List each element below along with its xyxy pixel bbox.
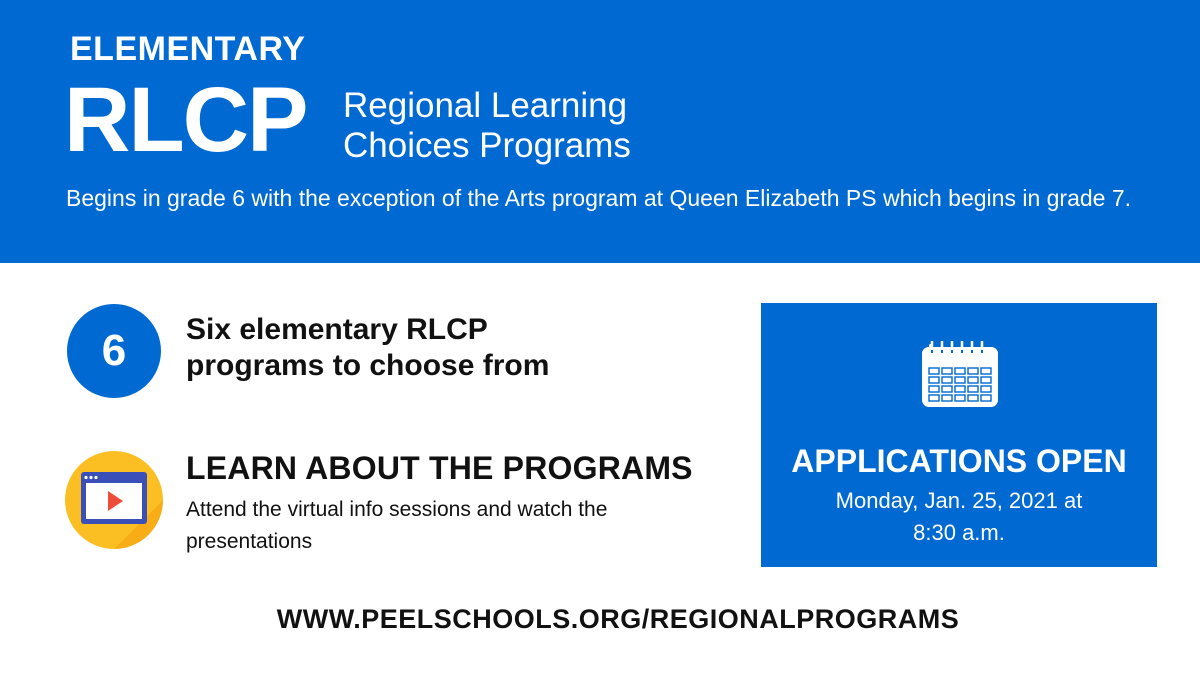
program-count-line-1: Six elementary RLCP <box>186 313 488 346</box>
website-url: WWW.PEELSCHOOLS.ORG/REGIONALPROGRAMS <box>276 604 960 634</box>
full-name-line-1: Regional Learning <box>343 86 628 125</box>
eyebrow-label: ELEMENTARY <box>70 30 306 68</box>
program-count-badge: 6 <box>67 304 161 398</box>
program-full-name <box>343 86 763 166</box>
applications-date-line-2: 8:30 a.m. <box>913 520 1005 545</box>
applications-panel <box>761 303 1157 567</box>
applications-heading: APPLICATIONS OPEN <box>791 443 1127 479</box>
video-player-icon <box>65 451 163 549</box>
program-acronym: RLCP <box>64 69 307 171</box>
program-count-text <box>186 312 616 384</box>
program-count-line-2: programs to choose from <box>186 349 550 382</box>
applications-date <box>809 485 1109 549</box>
applications-date-line-1: Monday, Jan. 25, 2021 at <box>835 488 1083 513</box>
calendar-icon <box>920 341 1000 409</box>
grade-note: Begins in grade 6 with the exception of the Arts program at Queen Elizabeth PS which begins in grade 7. <box>66 185 1132 211</box>
full-name-line-2: Choices Programs <box>343 126 631 165</box>
header-banner <box>0 0 1200 263</box>
learn-description: Attend the virtual info sessions and watch the presentations <box>186 498 608 553</box>
learn-heading: LEARN ABOUT THE PROGRAMS <box>186 450 693 486</box>
